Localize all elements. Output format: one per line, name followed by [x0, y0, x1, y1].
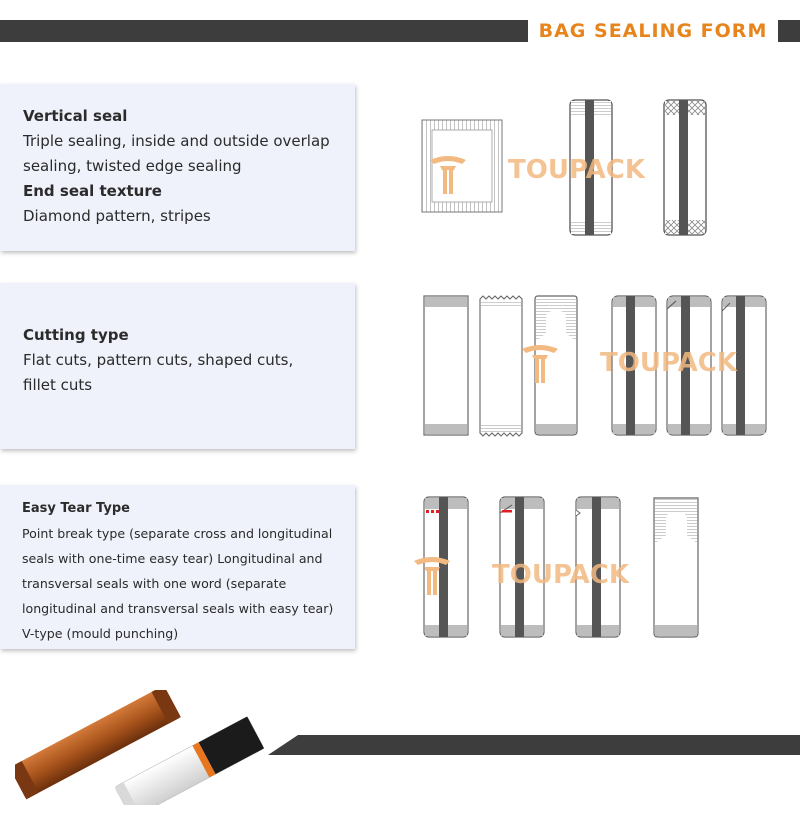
end-seal-heading: End seal texture [23, 182, 162, 200]
shaped-tear-bag-diagram [654, 498, 698, 637]
diamond-stick-bag-diagram [664, 100, 706, 235]
vertical-seal-line-1: Triple sealing, inside and outside overlap [23, 132, 330, 150]
product-bags-illustration [15, 690, 265, 805]
easy-tear-line-3: transversal seals with one word (separate [22, 576, 287, 591]
easy-tear-diagrams [410, 493, 710, 643]
vertical-seal-line-2: sealing, twisted edge sealing [23, 157, 242, 175]
easy-tear-card [0, 485, 355, 649]
page-title: BAG SEALING FORM [538, 20, 768, 42]
vertical-seal-diagrams [410, 90, 730, 245]
cutting-type-diagrams [420, 293, 770, 438]
easy-tear-line-1: Point break type (separate cross and longitudinal [22, 526, 333, 541]
watermark-text: TOUPACK [508, 155, 645, 185]
easy-tear-line-4: longitudinal and transversal seals with easy tear) [22, 601, 334, 616]
watermark-text: TOUPACK [492, 560, 629, 590]
vertical-seal-heading: Vertical seal [23, 107, 128, 125]
cutting-type-card [0, 283, 355, 449]
cutting-type-line-1: Flat cuts, pattern cuts, shaped cuts, [23, 351, 294, 369]
cutting-type-heading: Cutting type [23, 326, 129, 344]
vertical-seal-card [0, 84, 355, 251]
pattern-cut-bag-diagram [480, 296, 522, 436]
header-title-box [528, 17, 778, 45]
easy-tear-line-5: V-type (mould punching) [22, 626, 179, 641]
footer-bar [268, 735, 800, 755]
easy-tear-heading: Easy Tear Type [22, 501, 130, 516]
watermark-text: TOUPACK [600, 348, 737, 378]
flat-bag-diagram [422, 120, 502, 212]
end-seal-line-1: Diamond pattern, stripes [23, 207, 211, 225]
easy-tear-line-2: seals with one-time easy tear) Longitudinal and [22, 551, 323, 566]
flat-cut-bag-diagram [424, 296, 468, 435]
cutting-type-line-2: fillet cuts [23, 376, 93, 394]
